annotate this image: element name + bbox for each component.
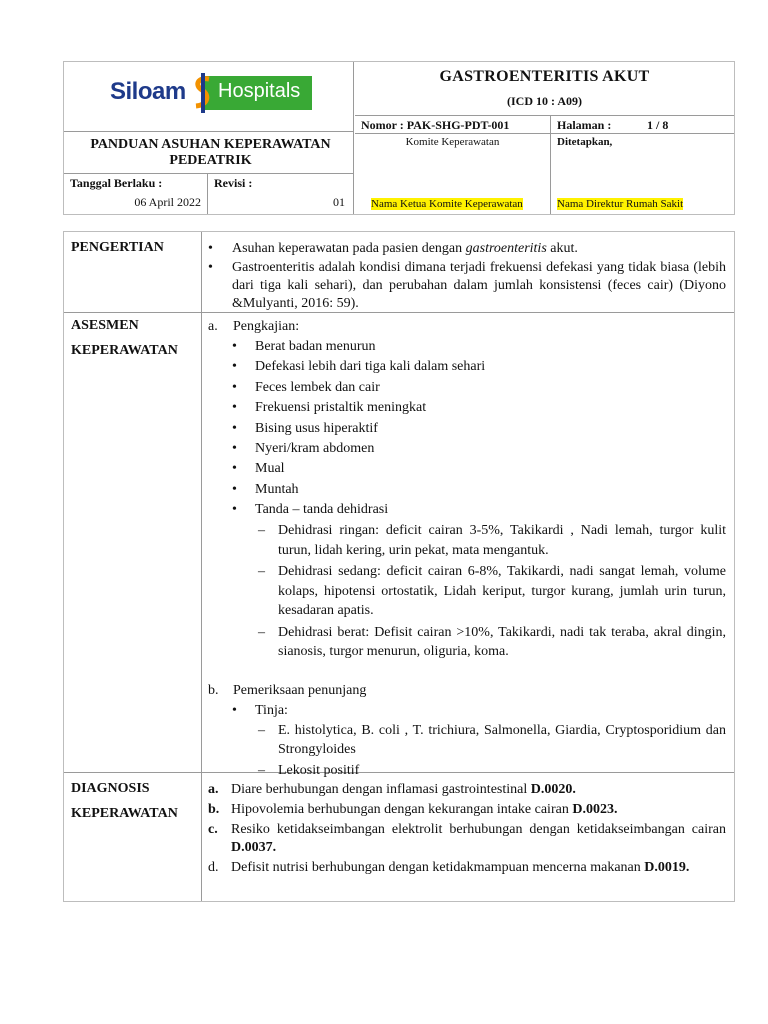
logo-emblem-icon — [190, 73, 216, 113]
ditetapkan-cell — [551, 134, 734, 214]
section-label-keperawatan-2: KEPERAWATAN — [71, 806, 178, 821]
diagnosis-code: D.0020. — [530, 782, 576, 797]
list-item — [208, 440, 726, 458]
list-item-text: Feces lembek dan cair — [255, 379, 380, 395]
list-item-text: Dehidrasi ringan: deficit cairan 3-5%, Takikardi , Nadi lemah, turgor kulit turun, lidah kering, urin pekat, mata mengantuk. — [278, 523, 726, 558]
list-item — [208, 623, 726, 662]
bullet-icon: • — [232, 481, 237, 497]
list-item-text: Lekosit positif — [278, 762, 360, 778]
logo-cell — [64, 62, 354, 132]
bullet-icon: • — [232, 379, 237, 395]
diagnosis-text: Diare berhubungan dengan inflamasi gastrointestinal — [231, 782, 531, 797]
list-item — [208, 761, 726, 781]
diagnosis-marker: c. — [208, 822, 218, 837]
logo-siloam-text: Siloam — [110, 78, 186, 105]
diagnosis-text: Resiko ketidakseimbangan elektrolit berhubungan dengan ketidakseimbangan cairan — [231, 822, 726, 837]
bullet-icon: • — [232, 502, 237, 518]
diagnosis-marker: d. — [208, 860, 219, 875]
list-item — [208, 399, 726, 417]
bullet-icon: • — [232, 359, 237, 375]
hospital-logo — [108, 76, 312, 110]
list-item-text: Frekuensi pristaltik meningkat — [255, 400, 427, 416]
list-item — [208, 562, 726, 621]
revisi-value: 01 — [333, 195, 345, 209]
bullet-icon: • — [232, 440, 237, 456]
list-item-text: Dehidrasi berat: Defisit cairan >10%, Takikardi, nadi tak teraba, akral dingin, sianosis, turgor menurun, oliguria, koma. — [278, 624, 726, 660]
dash-marker: – — [258, 722, 265, 738]
halaman-label: Halaman : — [557, 118, 612, 132]
list-item-text: Nyeri/kram abdomen — [255, 440, 375, 456]
halaman-value: 1 / 8 — [647, 118, 669, 132]
bullet-icon: • — [232, 400, 237, 416]
dehidrasi-list — [208, 521, 726, 662]
list-item — [208, 721, 726, 760]
diagnosis-marker: b. — [208, 802, 220, 817]
list-item — [208, 379, 726, 397]
dash-marker: – — [258, 564, 265, 580]
diagnosis-item — [208, 859, 726, 877]
diagnosis-item — [208, 821, 726, 857]
nama-ketua-komite: Nama Ketua Komite Keperawatan — [371, 198, 523, 210]
section-label-asesmen: ASESMEN — [71, 318, 139, 333]
revisi-label: Revisi : — [214, 176, 253, 190]
halaman-cell — [551, 116, 734, 134]
diagnosis-code: D.0023. — [572, 802, 618, 817]
panduan-title: PANDUAN ASUHAN KEPERAWATAN PEDEATRIK — [90, 137, 331, 168]
list-item-text: E. histolytica, B. coli , T. trichiura, Salmonella, Giardia, Cryptosporidium dan Strongyloides — [278, 722, 726, 758]
icd-code: (ICD 10 : A09) — [507, 94, 582, 108]
list-item — [208, 460, 726, 478]
dash-marker: – — [258, 762, 265, 778]
tinja-list — [208, 721, 726, 781]
diagnosis-code: D.0019. — [644, 860, 690, 875]
list-item — [208, 501, 726, 519]
nomor-label: Nomor : PAK-SHG-PDT-001 — [361, 118, 510, 132]
dash-marker: – — [258, 624, 265, 640]
italic-term: gastroenteritis — [465, 241, 547, 256]
tanggal-value: 06 April 2022 — [134, 195, 201, 209]
tanggal-cell — [64, 174, 208, 214]
diagnosis-text: Defisit nutrisi berhubungan dengan ketidakmampuan mencerna makanan — [231, 860, 645, 875]
komite-cell — [355, 134, 551, 214]
diagnosis-item — [208, 781, 726, 799]
pengertian-content — [208, 240, 726, 313]
tanggal-label: Tanggal Berlaku : — [70, 176, 163, 190]
list-item — [208, 521, 726, 560]
list-item — [208, 420, 726, 438]
logo-hospitals-text: Hospitals — [218, 80, 301, 102]
list-item: • Asuhan keperawatan pada pasien dengan gastroenteritis akut. — [208, 241, 578, 256]
asesmen-content — [208, 318, 726, 780]
dash-marker: – — [258, 523, 265, 539]
list-item-text: Muntah — [255, 481, 299, 497]
pengkajian-list — [208, 338, 726, 519]
list-item: • Gastroenteritis adalah kondisi dimana terjadi frekuensi defekasi yang tidak biasa (lebih dari tiga kali sehari), dan perubahan dalam jumlah konsistensi (feces cair) (Diyono &Mulyanti, 2016: 59). — [208, 260, 726, 311]
section-label-keperawatan: KEPERAWATAN — [71, 343, 178, 358]
diagnosis-text: Hipovolemia berhubungan dengan kekurangan intake cairan — [231, 802, 573, 817]
section-label-diagnosis: DIAGNOSIS — [71, 781, 150, 796]
ditetapkan-label: Ditetapkan, — [557, 136, 613, 148]
list-item — [208, 481, 726, 499]
document-title: GASTROENTERITIS AKUT — [439, 68, 650, 85]
diagnosis-marker: a. — [208, 782, 219, 797]
bullet-icon: • — [232, 461, 237, 477]
bullet-icon: • — [232, 339, 237, 354]
list-item — [208, 358, 726, 376]
panduan-cell — [64, 132, 354, 174]
list-item — [208, 338, 726, 356]
title-cell — [355, 62, 734, 116]
list-item-text: Bising usus hiperaktif — [255, 420, 378, 436]
list-item-text: Tanda – tanda dehidrasi — [255, 502, 389, 518]
section-label-pengertian: PENGERTIAN — [71, 240, 164, 255]
revisi-cell — [208, 174, 354, 214]
list-item-text: Defekasi lebih dari tiga kali dalam sehari — [255, 359, 486, 375]
diagnosis-code: D.0037. — [231, 840, 277, 855]
bullet-icon: • — [232, 420, 237, 436]
list-item-text: Berat badan menurun — [255, 339, 376, 354]
pengkajian-heading: a. Pengkajian: — [208, 319, 300, 334]
komite-label: Komite Keperawatan — [405, 136, 500, 148]
diagnosis-list — [208, 781, 726, 877]
list-item-text: Mual — [255, 461, 285, 477]
diagnosis-item — [208, 801, 726, 819]
nama-direktur: Nama Direktur Rumah Sakit — [557, 198, 684, 210]
pemeriksaan-heading: b. Pemeriksaan penunjang — [208, 682, 367, 698]
list-item-text: Dehidrasi sedang: deficit cairan 6-8%, Takikardi, nadi sangat lemah, volume kolaps, hipotensi ortostatik, Lidah keriput, turgor kurang, jumlah urin turun, kesadaran apatis. — [278, 564, 726, 619]
tinja-heading: • Tinja: — [232, 702, 288, 718]
nomor-cell — [355, 116, 551, 134]
column-divider — [201, 232, 202, 901]
